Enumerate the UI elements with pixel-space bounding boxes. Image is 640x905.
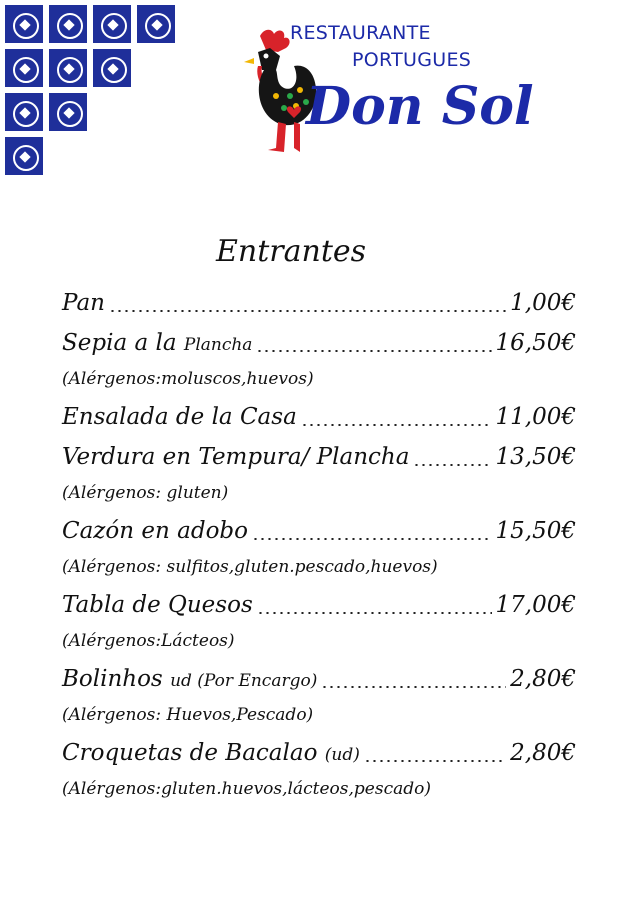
menu-item bbox=[62, 732, 582, 772]
dot-leader bbox=[301, 424, 492, 426]
dot-leader bbox=[321, 686, 506, 688]
menu-item-price: 2,80€ bbox=[510, 740, 576, 766]
azulejo-tile bbox=[48, 48, 88, 88]
menu-item bbox=[62, 658, 582, 698]
section-title: Entrantes bbox=[216, 234, 367, 269]
menu-item bbox=[62, 510, 582, 550]
menu-item-price: 17,00€ bbox=[495, 592, 576, 618]
azulejo-tile bbox=[4, 48, 44, 88]
menu-item-name-text: Sepia a la bbox=[62, 330, 184, 356]
menu-item-price: 15,50€ bbox=[495, 518, 576, 544]
menu-item bbox=[62, 322, 582, 362]
menu-item-price: 11,00€ bbox=[495, 404, 576, 430]
azulejo-tile bbox=[48, 92, 88, 132]
menu-item-name bbox=[62, 444, 409, 470]
restaurant-logo bbox=[240, 18, 534, 153]
azulejo-tile bbox=[4, 92, 44, 132]
logo-restaurante-text: RESTAURANTE bbox=[290, 22, 431, 44]
menu-item-name bbox=[62, 290, 105, 316]
dot-leader bbox=[413, 464, 492, 466]
menu-item-allergens: (Alérgenos: sulfitos,gluten.pescado,huevos) bbox=[62, 557, 438, 577]
logo-don-sol-text: Don Sol bbox=[306, 76, 534, 137]
azulejo-tile bbox=[92, 4, 132, 44]
menu-item-name bbox=[62, 740, 360, 766]
menu-item-price: 13,50€ bbox=[495, 444, 576, 470]
menu-item-price: 1,00€ bbox=[510, 290, 576, 316]
menu-list bbox=[62, 282, 582, 806]
menu-item-name-text: Croquetas de Bacalao bbox=[62, 740, 325, 766]
menu-item-name-text: Verdura en Tempura/ Plancha bbox=[62, 444, 410, 470]
azulejo-tile bbox=[48, 4, 88, 44]
menu-item-price: 2,80€ bbox=[510, 666, 576, 692]
dot-leader bbox=[257, 612, 492, 614]
menu-item-name-text: Pan bbox=[62, 290, 105, 316]
dot-leader bbox=[252, 538, 492, 540]
menu-item-name bbox=[62, 330, 252, 356]
menu-item-allergens: (Alérgenos:moluscos,huevos) bbox=[62, 369, 314, 389]
dot-leader bbox=[256, 350, 492, 352]
dot-leader bbox=[109, 310, 506, 312]
azulejo-tile bbox=[92, 48, 132, 88]
azulejo-tile bbox=[4, 4, 44, 44]
menu-item-allergens: (Alérgenos:gluten.huevos,lácteos,pescado) bbox=[62, 779, 431, 799]
menu-item-name-text: Cazón en adobo bbox=[62, 518, 248, 544]
menu-item-name bbox=[62, 592, 253, 618]
menu-item-name-text: Ensalada de la Casa bbox=[62, 404, 297, 430]
menu-item-name-note: ud (Por Encargo) bbox=[170, 671, 318, 691]
menu-item-name-text: Bolinhos bbox=[62, 666, 171, 692]
azulejo-tile bbox=[136, 4, 176, 44]
menu-item bbox=[62, 282, 582, 322]
menu-item bbox=[62, 396, 582, 436]
menu-item bbox=[62, 436, 582, 476]
logo-portugues-text: PORTUGUES bbox=[352, 49, 472, 71]
menu-item-name bbox=[62, 404, 297, 430]
azulejo-tiles-decoration bbox=[4, 4, 180, 180]
menu-item-allergens: (Alérgenos: Huevos,Pescado) bbox=[62, 705, 314, 725]
menu-item-allergens: (Alérgenos: gluten) bbox=[62, 483, 229, 503]
menu-item-name-note: Plancha bbox=[183, 335, 253, 355]
menu-item-name-note: (ud) bbox=[324, 745, 360, 765]
menu-item-name bbox=[62, 666, 317, 692]
menu-item-name bbox=[62, 518, 248, 544]
menu-item bbox=[62, 584, 582, 624]
menu-item-allergens: (Alérgenos:Lácteos) bbox=[62, 631, 235, 651]
azulejo-tile bbox=[4, 136, 44, 176]
menu-item-price: 16,50€ bbox=[495, 330, 576, 356]
menu-item-name-text: Tabla de Quesos bbox=[62, 592, 253, 618]
dot-leader bbox=[364, 760, 506, 762]
